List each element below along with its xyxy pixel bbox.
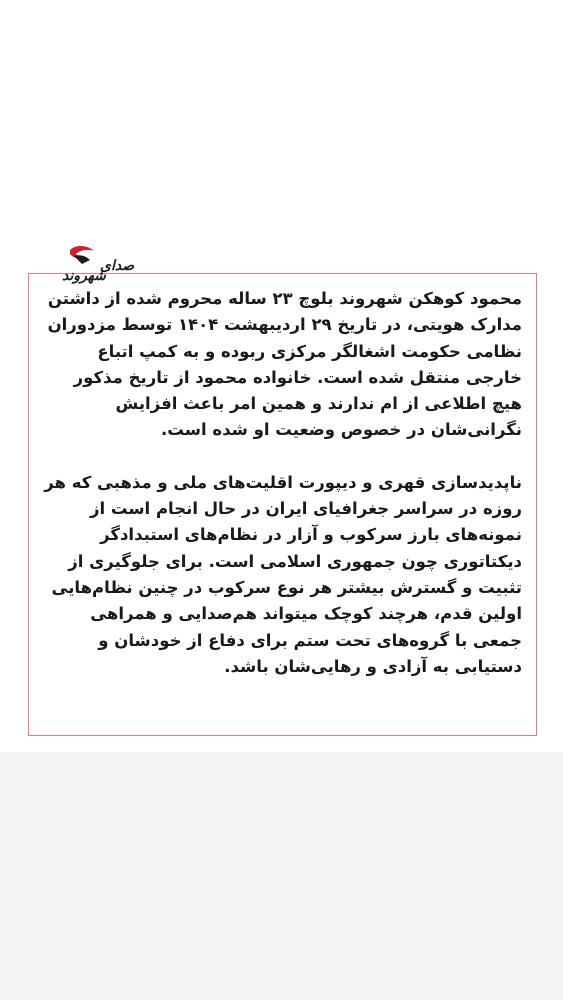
logo-text-line1: صدای (100, 258, 135, 274)
article-body (44, 286, 522, 680)
logo-text-line2: شهروند (62, 268, 106, 284)
bottom-shade (0, 752, 563, 1000)
article-paragraph-2: ناپدیدسازی قهری و دیپورت اقلیت‌های ملی و مذهبی که هر روزه در سراسر جغرافیای ایران در حال انجام است از نمونه‌های بارز سرکوب و آزار در نظام‌های استبدادگر دیکتاتوری چون جمهوری اسلامی است. برای جلوگیری از تثبیت و گسترش بیشتر هر نوع سرکوب در چنین نظام‌هایی اولین قدم، هرچند کوچک میتواند هم‌صدایی و همراهی جمعی با گروه‌های تحت ستم برای دفاع از خودشان و دستیابی به آزادی و رهایی‌شان باشد. (44, 472, 522, 676)
article-paragraph-1: محمود کوهکن شهروند بلوچ ۲۳ ساله محروم شده از داشتن مدارک هویتی، در تاریخ ۲۹ اردیبهشت ۱۴۰۴ توسط مزدوران نظامی حکومت اشغالگر مرکزی ربوده و به کمپ اتباع خارجی منتقل شده است. خانواده محمود از تاریخ مذکور هیچ اطلاعی از ام ندارند و همین امر باعث افزایش نگرانی‌شان در خصوص وضعیت او شده است. (47, 289, 522, 440)
sedaye-shahrvand-logo-icon (22, 242, 135, 288)
